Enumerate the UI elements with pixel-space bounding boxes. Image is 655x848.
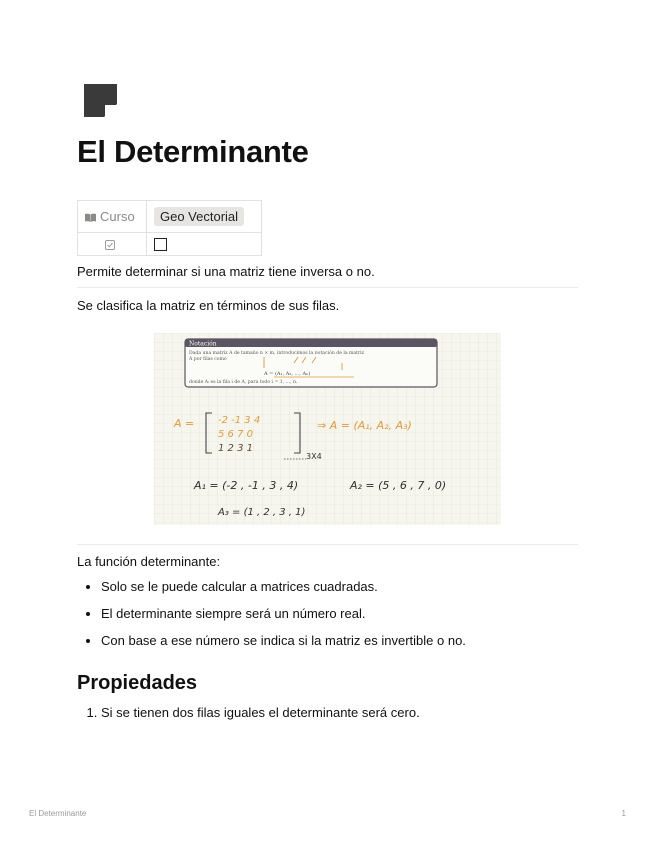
hw-size: 3X4 [306, 452, 322, 461]
list-item: 1. Si se tienen dos filas iguales el determinante será cero. [101, 705, 420, 720]
notation-box [185, 339, 437, 387]
notes-image [154, 333, 501, 525]
hw-a3: A₃ = (1 , 2 , 3 , 1) [218, 507, 306, 518]
hw-matrix-row-3: 1 2 3 1 [218, 443, 253, 454]
paragraph-classify: Se clasifica la matriz en términos de sus filas. [77, 298, 340, 313]
list-item: • Solo se le puede calcular a matrices cuadradas. [101, 579, 466, 606]
notation-formula: A = (A₁, A₂, ..., Aₙ) [264, 371, 311, 377]
property-name-checkbox [78, 233, 147, 256]
hw-a2: A₂ = (5 , 6 , 7 , 0) [350, 479, 447, 492]
paragraph-function: La función determinante: [77, 554, 221, 569]
hw-matrix-row-1: -2 -1 3 4 [218, 415, 261, 426]
property-row-checkbox [78, 233, 262, 256]
note-icon [84, 84, 117, 117]
footer-title: El Determinante [29, 809, 87, 818]
property-row-curso [78, 201, 262, 233]
hw-a1: A₁ = (-2 , -1 , 3 , 4) [194, 479, 299, 492]
notation-line1: Dada una matriz A de tamaño n × m, introducimos la notación de la matriz [189, 351, 365, 356]
bullet-list [77, 579, 466, 660]
curso-tag[interactable]: Geo Vectorial [154, 207, 244, 226]
properties-table [77, 200, 262, 256]
checkbox-property-icon [105, 240, 115, 250]
property-value-checkbox[interactable] [147, 233, 262, 256]
list-item: • El determinante siempre será un número real. [101, 606, 466, 633]
notation-line3: donde Aᵢ es la fila i de A, para todo i = 1, ..., n. [189, 380, 298, 385]
hw-matrix-label: A = [174, 417, 195, 430]
notation-title: Notación [189, 340, 217, 348]
property-label-curso: Curso [100, 209, 135, 224]
notation-line2: A por filas como [189, 357, 227, 362]
section-heading: Propiedades [77, 672, 198, 694]
paragraph-inverse: Permite determinar si una matriz tiene inversa o no. [77, 264, 375, 279]
divider [77, 287, 578, 288]
property-value-curso[interactable] [147, 201, 262, 233]
page-number: 1 [621, 809, 626, 818]
list-item: • Con base a ese número se indica si la matriz es invertible o no. [101, 633, 466, 660]
divider [77, 544, 578, 545]
checkbox[interactable] [154, 238, 167, 251]
property-name-curso [78, 201, 147, 233]
hw-arrow: ⇒ A = (A₁, A₂, A₃) [317, 419, 412, 432]
book-icon [85, 213, 96, 222]
numbered-list [77, 705, 420, 720]
hw-matrix-row-2: 5 6 7 0 [218, 429, 253, 440]
page-title: El Determinante [77, 134, 309, 169]
